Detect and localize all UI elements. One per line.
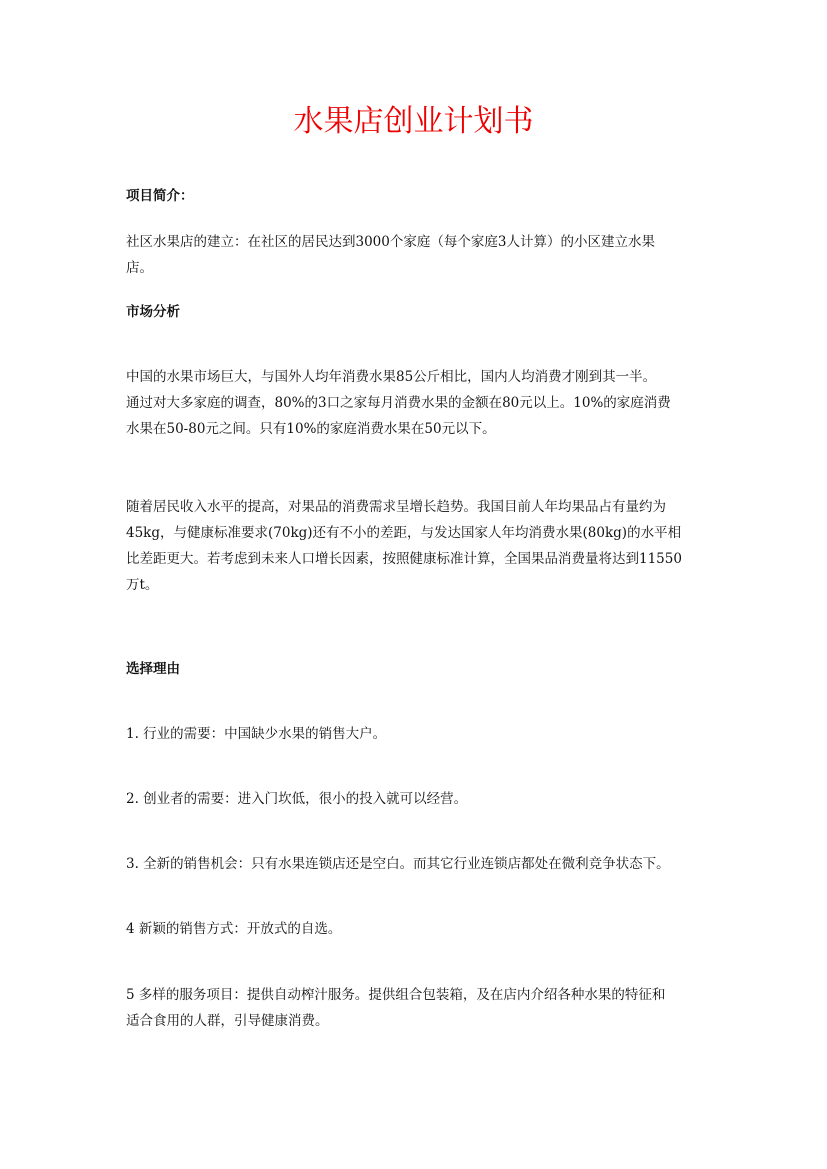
market-paragraph-1 [126,364,712,442]
reason-item-5 [126,982,712,1034]
section-heading-reasons: 选择理由 [126,661,180,677]
reason-item-5-line: 5 多样的服务项目：提供自动榨汁服务。提供组合包装箱，及在店内介绍各种水果的特征和 [126,987,666,1003]
section-heading-market: 市场分析 [126,304,180,320]
market-p1-line: 水果在50-80元之间。只有10%的家庭消费水果在50元以下。 [126,421,496,437]
reason-item-4: 4 新颖的销售方式：开放式的自选。 [126,921,342,937]
market-p2-line: 45kg，与健康标准要求(70kg)还有不小的差距，与发达国家人年均消费水果(80kg)的水平相 [126,525,682,541]
intro-line: 社区水果店的建立：在社区的居民达到3000个家庭（每个家庭3人计算）的小区建立水果 [126,234,655,250]
document-title: 水果店创业计划书 [293,104,534,139]
market-p2-line: 比差距更大。若考虑到未来人口增长因素，按照健康标准计算，全国果品消费量将达到11550 [126,551,682,567]
market-paragraph-2 [126,494,712,598]
market-p1-line: 通过对大多家庭的调查，80%的3口之家每月消费水果的金额在80元以上。10%的家庭消费 [126,395,671,411]
intro-line: 店。 [126,260,153,276]
reason-item-2: 2. 创业者的需要：进入门坎低，很小的投入就可以经营。 [126,791,468,807]
reason-item-1: 1. 行业的需要：中国缺少水果的销售大户。 [126,726,387,742]
section-heading-intro: 项目简介： [126,188,194,204]
intro-paragraph [126,229,712,281]
reason-item-3: 3. 全新的销售机会：只有水果连锁店还是空白。而其它行业连锁店都处在微利竞争状态下。 [126,856,670,872]
market-p1-line: 中国的水果市场巨大，与国外人均年消费水果85公斤相比，国内人均消费才刚到其一半。 [126,369,657,385]
market-p2-line: 万t。 [126,577,159,593]
market-p2-line: 随着居民收入水平的提高，对果品的消费需求呈增长趋势。我国目前人年均果品占有量约为 [126,499,666,515]
reason-item-5-line: 适合食用的人群，引导健康消费。 [126,1013,329,1029]
